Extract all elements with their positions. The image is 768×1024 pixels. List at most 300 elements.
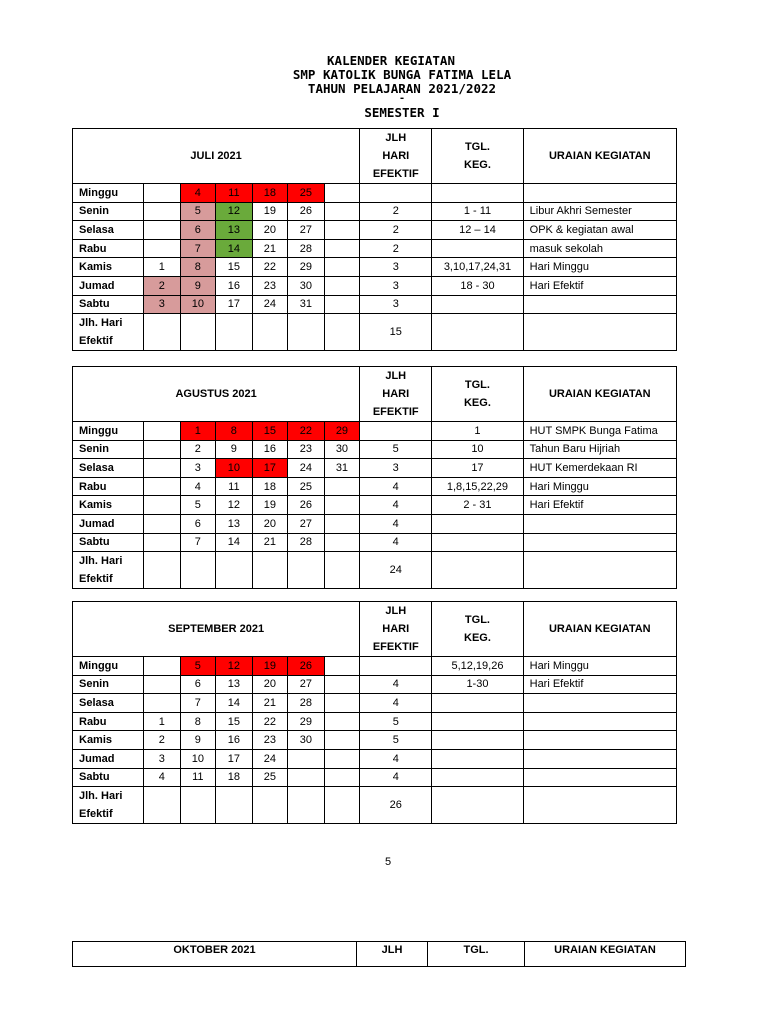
col-header-efektif: EFEKTIF xyxy=(372,168,419,180)
tgl-cell: 1,8,15,22,29 xyxy=(432,477,523,496)
jlh-cell: 4 xyxy=(360,533,432,552)
date-cell: 7 xyxy=(180,694,216,713)
date-cell: 28 xyxy=(288,239,325,258)
col-header-tgl-keg xyxy=(432,367,523,422)
total-label-line2: Efektif xyxy=(79,808,113,821)
jlh-cell: 2 xyxy=(360,239,432,258)
date-cell xyxy=(288,768,325,787)
date-cell: 18 xyxy=(252,477,288,496)
col-header-tgl: TGL. xyxy=(428,942,525,967)
date-cell: 3 xyxy=(180,459,216,478)
day-label: Rabu xyxy=(73,477,144,496)
date-cell: 11 xyxy=(216,184,253,203)
col-header-tgl: TGL. xyxy=(464,141,490,153)
jlh-cell: 3 xyxy=(360,258,432,277)
jlh-cell: 4 xyxy=(360,675,432,694)
col-header-tgl-keg xyxy=(432,129,523,184)
table-row xyxy=(73,496,677,515)
date-cell xyxy=(324,731,360,750)
date-cell: 1 xyxy=(180,422,216,441)
day-label: Minggu xyxy=(73,657,144,676)
col-header-keg: KEG. xyxy=(463,397,491,409)
table-row xyxy=(73,533,677,552)
col-header-keg: KEG. xyxy=(464,159,491,171)
day-label: Rabu xyxy=(73,239,144,258)
total-value: 26 xyxy=(360,787,432,824)
col-header-jlh: JLH xyxy=(357,942,428,967)
total-value: 24 xyxy=(360,552,432,589)
uraian-cell: masuk sekolah xyxy=(523,239,676,258)
table-row xyxy=(73,276,677,295)
table-row xyxy=(73,694,677,713)
date-cell: 26 xyxy=(288,657,325,676)
date-cell: 18 xyxy=(216,768,253,787)
date-cell: 2 xyxy=(144,276,181,295)
date-cell xyxy=(324,202,360,221)
table-row xyxy=(73,514,677,533)
date-cell: 9 xyxy=(180,731,216,750)
empty-cell xyxy=(252,314,288,351)
date-cell: 2 xyxy=(180,440,216,459)
col-header-uraian: URAIAN KEGIATAN xyxy=(525,942,686,967)
table-row xyxy=(73,749,677,768)
date-cell: 21 xyxy=(252,239,288,258)
date-cell xyxy=(324,221,360,240)
month-title: OKTOBER 2021 xyxy=(73,942,357,967)
header-year: TAHUN PELAJARAN 2021/2022 xyxy=(307,81,497,96)
empty-cell xyxy=(216,787,253,824)
jlh-cell: 3 xyxy=(360,276,432,295)
uraian-cell: Libur Akhri Semester xyxy=(523,202,676,221)
date-cell: 12 xyxy=(216,202,253,221)
date-cell xyxy=(144,221,181,240)
day-label: Selasa xyxy=(73,221,144,240)
day-label: Sabtu xyxy=(73,768,144,787)
date-cell: 9 xyxy=(216,440,253,459)
table-row xyxy=(73,440,677,459)
uraian-cell xyxy=(523,514,676,533)
tgl-cell xyxy=(432,514,523,533)
tgl-cell xyxy=(432,184,523,203)
empty-cell xyxy=(180,787,216,824)
day-label: Senin xyxy=(73,440,144,459)
month-table xyxy=(72,366,677,589)
date-cell xyxy=(324,712,360,731)
uraian-cell: OPK & kegiatan awal xyxy=(523,221,676,240)
tgl-cell xyxy=(432,749,523,768)
date-cell: 20 xyxy=(252,221,288,240)
date-cell xyxy=(324,184,360,203)
date-cell: 27 xyxy=(288,221,325,240)
tgl-cell: 3,10,17,24,31 xyxy=(432,258,523,277)
date-cell: 28 xyxy=(288,533,325,552)
date-cell: 24 xyxy=(288,459,325,478)
date-cell: 13 xyxy=(216,221,253,240)
jlh-cell: 5 xyxy=(360,440,432,459)
date-cell xyxy=(324,514,360,533)
empty-cell xyxy=(523,314,676,351)
date-cell: 27 xyxy=(288,514,325,533)
day-label: Selasa xyxy=(73,459,144,478)
date-cell xyxy=(324,295,360,314)
empty-cell xyxy=(288,314,325,351)
day-label: Rabu xyxy=(73,712,144,731)
date-cell xyxy=(324,477,360,496)
empty-cell xyxy=(180,314,216,351)
empty-cell xyxy=(252,552,288,589)
date-cell: 10 xyxy=(180,295,216,314)
date-cell: 17 xyxy=(216,749,253,768)
uraian-cell: HUT Kemerdekaan RI xyxy=(523,459,676,478)
col-header-tgl: TGL. xyxy=(464,379,490,391)
table-row xyxy=(73,731,677,750)
date-cell: 14 xyxy=(216,239,253,258)
date-cell: 10 xyxy=(180,749,216,768)
date-cell: 25 xyxy=(288,184,325,203)
table-row xyxy=(73,422,677,441)
tgl-cell xyxy=(432,533,523,552)
date-cell: 23 xyxy=(252,276,288,295)
date-cell: 1 xyxy=(144,712,181,731)
date-cell: 23 xyxy=(288,440,325,459)
table-row xyxy=(73,477,677,496)
day-label: Kamis xyxy=(73,258,144,277)
page-number: 5 xyxy=(384,856,392,868)
jlh-cell xyxy=(360,657,432,676)
date-cell: 14 xyxy=(216,533,253,552)
tgl-cell xyxy=(432,712,523,731)
date-cell xyxy=(288,749,325,768)
date-cell xyxy=(324,239,360,258)
day-label: Jumad xyxy=(73,749,144,768)
tgl-cell: 5,12,19,26 xyxy=(432,657,523,676)
empty-cell xyxy=(144,552,181,589)
date-cell xyxy=(324,496,360,515)
table-row xyxy=(73,657,677,676)
date-cell: 6 xyxy=(180,675,216,694)
date-cell: 30 xyxy=(288,731,325,750)
col-header-uraian: URAIAN KEGIATAN xyxy=(523,129,676,184)
date-cell: 21 xyxy=(252,533,288,552)
header-semester: SEMESTER I xyxy=(364,105,440,120)
date-cell: 5 xyxy=(180,202,216,221)
day-label: Minggu xyxy=(73,422,144,441)
jlh-cell: 4 xyxy=(360,477,432,496)
date-cell: 7 xyxy=(180,239,216,258)
col-header-jlh: JLH xyxy=(385,605,407,617)
header-title: KALENDER KEGIATAN xyxy=(327,53,455,68)
document-header xyxy=(0,54,768,120)
date-cell: 19 xyxy=(252,496,288,515)
uraian-cell: Hari Efektif xyxy=(523,675,676,694)
day-label: Sabtu xyxy=(73,295,144,314)
day-label: Kamis xyxy=(73,496,144,515)
total-value: 15 xyxy=(360,314,432,351)
date-cell: 12 xyxy=(216,496,253,515)
date-cell: 9 xyxy=(180,276,216,295)
col-header-efektif: EFEKTIF xyxy=(372,641,419,653)
tgl-cell xyxy=(432,768,523,787)
date-cell: 13 xyxy=(216,675,253,694)
date-cell: 31 xyxy=(324,459,360,478)
tgl-cell xyxy=(432,239,523,258)
date-cell: 16 xyxy=(252,440,288,459)
uraian-cell xyxy=(523,295,676,314)
date-cell: 3 xyxy=(144,295,181,314)
total-label-line2: Efektif xyxy=(79,335,113,348)
date-cell: 22 xyxy=(252,258,288,277)
jlh-cell xyxy=(360,422,432,441)
empty-cell xyxy=(432,552,523,589)
empty-cell xyxy=(216,552,253,589)
table-row xyxy=(73,184,677,203)
col-header-hari: HARI xyxy=(382,150,410,162)
col-header-tgl: TGL. xyxy=(464,614,490,626)
date-cell: 15 xyxy=(216,258,253,277)
col-header-jlh-hari-efektif xyxy=(360,129,432,184)
tgl-cell: 1-30 xyxy=(432,675,523,694)
total-label xyxy=(73,314,144,351)
col-header-uraian: URAIAN KEGIATAN xyxy=(523,602,676,657)
date-cell: 29 xyxy=(288,258,325,277)
date-cell: 4 xyxy=(180,477,216,496)
empty-cell xyxy=(324,787,360,824)
date-cell xyxy=(324,675,360,694)
day-label: Sabtu xyxy=(73,533,144,552)
jlh-cell: 4 xyxy=(360,496,432,515)
date-cell: 21 xyxy=(252,694,288,713)
empty-cell xyxy=(216,314,253,351)
date-cell xyxy=(324,258,360,277)
date-cell: 24 xyxy=(252,295,288,314)
date-cell xyxy=(144,477,181,496)
date-cell: 2 xyxy=(144,731,181,750)
month-table xyxy=(72,128,677,351)
date-cell: 30 xyxy=(288,276,325,295)
date-cell: 27 xyxy=(288,675,325,694)
date-cell xyxy=(144,675,181,694)
header-dash: - xyxy=(398,93,406,104)
total-row xyxy=(73,787,677,824)
date-cell: 18 xyxy=(252,184,288,203)
total-row xyxy=(73,552,677,589)
jlh-cell: 4 xyxy=(360,514,432,533)
empty-cell xyxy=(324,314,360,351)
date-cell: 14 xyxy=(216,694,253,713)
uraian-cell: Hari Efektif xyxy=(523,496,676,515)
date-cell: 22 xyxy=(288,422,325,441)
jlh-cell: 4 xyxy=(360,694,432,713)
date-cell: 12 xyxy=(216,657,253,676)
date-cell: 30 xyxy=(324,440,360,459)
uraian-cell xyxy=(523,184,676,203)
jlh-cell: 3 xyxy=(360,459,432,478)
jlh-cell: 2 xyxy=(360,202,432,221)
header-school: SMP KATOLIK BUNGA FATIMA LELA xyxy=(292,67,512,82)
empty-cell xyxy=(144,314,181,351)
table-row xyxy=(73,459,677,478)
date-cell: 29 xyxy=(288,712,325,731)
total-label-line1: Jlh. Hari xyxy=(79,790,123,803)
date-cell: 17 xyxy=(252,459,288,478)
tgl-cell: 17 xyxy=(432,459,523,478)
date-cell: 22 xyxy=(252,712,288,731)
date-cell xyxy=(144,202,181,221)
date-cell: 11 xyxy=(216,477,253,496)
date-cell: 25 xyxy=(288,477,325,496)
empty-cell xyxy=(144,787,181,824)
tgl-cell: 1 - 11 xyxy=(432,202,523,221)
empty-cell xyxy=(523,787,676,824)
date-cell: 1 xyxy=(144,258,181,277)
date-cell: 5 xyxy=(180,496,216,515)
date-cell: 16 xyxy=(216,731,253,750)
empty-cell xyxy=(523,552,676,589)
empty-cell xyxy=(252,787,288,824)
date-cell: 28 xyxy=(288,694,325,713)
col-header-tgl-keg xyxy=(432,602,523,657)
uraian-cell xyxy=(523,694,676,713)
date-cell xyxy=(144,496,181,515)
month-title: SEPTEMBER 2021 xyxy=(73,602,360,657)
uraian-cell: HUT SMPK Bunga Fatima xyxy=(523,422,676,441)
date-cell xyxy=(324,694,360,713)
total-label xyxy=(73,552,144,589)
date-cell xyxy=(144,422,181,441)
tgl-cell: 10 xyxy=(432,440,523,459)
date-cell: 5 xyxy=(180,657,216,676)
table-row xyxy=(73,768,677,787)
uraian-cell xyxy=(523,533,676,552)
date-cell: 25 xyxy=(252,768,288,787)
uraian-cell: Hari Minggu xyxy=(523,258,676,277)
tgl-cell: 12 – 14 xyxy=(432,221,523,240)
col-header-jlh-hari-efektif xyxy=(360,367,432,422)
col-header-jlh-hari-efektif xyxy=(360,602,432,657)
table-row xyxy=(73,712,677,731)
date-cell: 23 xyxy=(252,731,288,750)
date-cell: 20 xyxy=(252,514,288,533)
date-cell: 26 xyxy=(288,202,325,221)
day-label: Minggu xyxy=(73,184,144,203)
table-row xyxy=(73,239,677,258)
day-label: Jumad xyxy=(73,276,144,295)
tgl-cell: 2 - 31 xyxy=(432,496,523,515)
day-label: Selasa xyxy=(73,694,144,713)
total-label-line1: Jlh. Hari xyxy=(79,317,123,330)
date-cell xyxy=(324,657,360,676)
date-cell: 31 xyxy=(288,295,325,314)
jlh-cell xyxy=(360,184,432,203)
empty-cell xyxy=(324,552,360,589)
empty-cell xyxy=(432,787,523,824)
tgl-cell xyxy=(432,295,523,314)
date-cell xyxy=(144,184,181,203)
date-cell: 4 xyxy=(180,184,216,203)
date-cell xyxy=(324,749,360,768)
table-row xyxy=(73,258,677,277)
col-header-keg: KEG. xyxy=(464,632,491,644)
day-label: Senin xyxy=(73,675,144,694)
date-cell: 8 xyxy=(180,258,216,277)
day-label: Kamis xyxy=(73,731,144,750)
date-cell: 26 xyxy=(288,496,325,515)
col-header-hari: HARI xyxy=(382,623,410,635)
table-row xyxy=(73,202,677,221)
jlh-cell: 5 xyxy=(360,731,432,750)
date-cell: 3 xyxy=(144,749,181,768)
col-header-jlh: JLH xyxy=(385,370,407,382)
date-cell: 19 xyxy=(252,657,288,676)
total-row xyxy=(73,314,677,351)
date-cell: 19 xyxy=(252,202,288,221)
day-label: Jumad xyxy=(73,514,144,533)
uraian-cell xyxy=(523,731,676,750)
empty-cell xyxy=(180,552,216,589)
month-title: JULI 2021 xyxy=(73,129,360,184)
date-cell: 15 xyxy=(216,712,253,731)
month-title: AGUSTUS 2021 xyxy=(73,367,360,422)
date-cell xyxy=(144,440,181,459)
total-label xyxy=(73,787,144,824)
jlh-cell: 2 xyxy=(360,221,432,240)
table-row xyxy=(73,221,677,240)
tgl-cell: 18 - 30 xyxy=(432,276,523,295)
date-cell: 6 xyxy=(180,514,216,533)
col-header-efektif: EFEKTIF xyxy=(372,406,419,418)
col-header-hari: HARI xyxy=(382,388,410,400)
date-cell xyxy=(144,514,181,533)
uraian-cell xyxy=(523,712,676,731)
month-table xyxy=(72,601,677,824)
table-row xyxy=(73,675,677,694)
date-cell xyxy=(144,657,181,676)
date-cell: 4 xyxy=(144,768,181,787)
date-cell: 15 xyxy=(252,422,288,441)
empty-cell xyxy=(288,787,325,824)
date-cell: 10 xyxy=(216,459,253,478)
uraian-cell: Hari Minggu xyxy=(523,477,676,496)
jlh-cell: 4 xyxy=(360,768,432,787)
table-row xyxy=(73,295,677,314)
uraian-cell: Hari Efektif xyxy=(523,276,676,295)
tgl-cell: 1 xyxy=(432,422,523,441)
day-label: Senin xyxy=(73,202,144,221)
date-cell: 8 xyxy=(180,712,216,731)
tgl-cell xyxy=(432,694,523,713)
jlh-cell: 5 xyxy=(360,712,432,731)
month-table-oktober xyxy=(72,941,686,967)
tgl-cell xyxy=(432,731,523,750)
col-header-jlh: JLH xyxy=(385,132,407,144)
date-cell: 8 xyxy=(216,422,253,441)
date-cell: 13 xyxy=(216,514,253,533)
date-cell xyxy=(324,276,360,295)
date-cell: 24 xyxy=(252,749,288,768)
empty-cell xyxy=(432,314,523,351)
empty-cell xyxy=(288,552,325,589)
total-label-line2: Efektif xyxy=(79,573,113,586)
date-cell xyxy=(144,694,181,713)
date-cell: 20 xyxy=(252,675,288,694)
uraian-cell: Tahun Baru Hijriah xyxy=(523,440,676,459)
date-cell xyxy=(144,239,181,258)
date-cell: 7 xyxy=(180,533,216,552)
date-cell: 17 xyxy=(216,295,253,314)
uraian-cell xyxy=(523,749,676,768)
jlh-cell: 4 xyxy=(360,749,432,768)
date-cell xyxy=(144,533,181,552)
